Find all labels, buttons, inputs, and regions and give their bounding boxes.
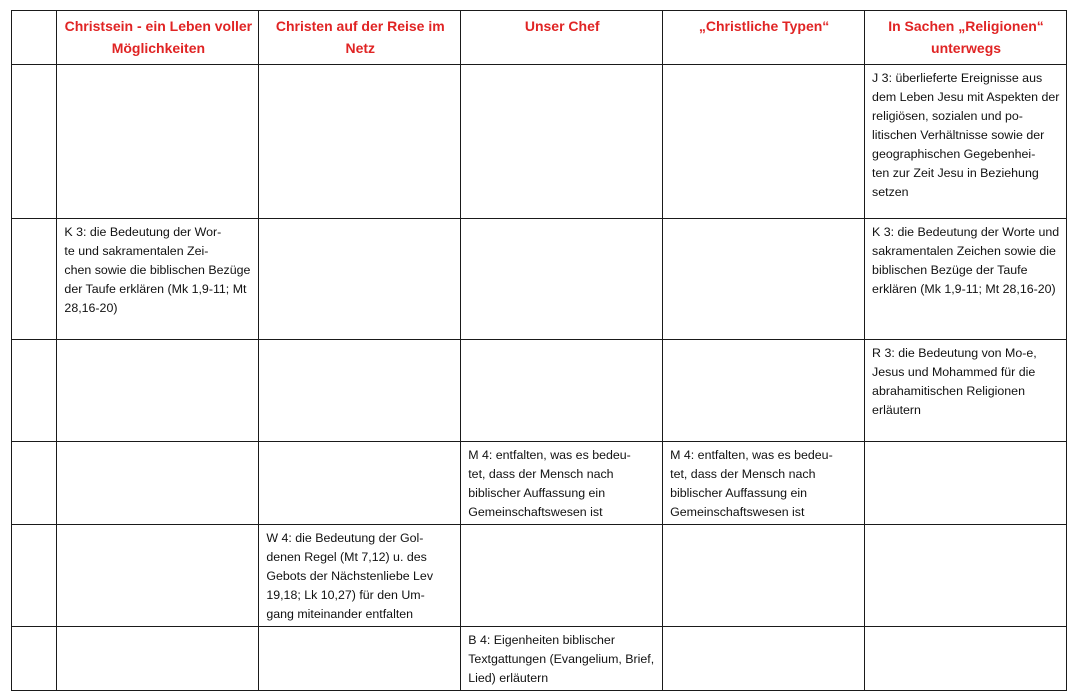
table-cell <box>57 442 259 525</box>
table-cell <box>259 442 461 525</box>
table-cell <box>865 442 1067 525</box>
table-row <box>12 340 1067 442</box>
column-header-christsein: Christsein - ein Leben voller Möglichkeiten <box>57 11 259 65</box>
row-label-cell <box>12 525 57 627</box>
table-cell <box>461 525 663 627</box>
table-cell <box>57 65 259 219</box>
table-cell <box>57 340 259 442</box>
table-cell <box>663 65 865 219</box>
row-label-cell <box>12 442 57 525</box>
table-row <box>12 219 1067 340</box>
table-cell <box>57 627 259 691</box>
column-header-christliche-typen: „Christliche Typen“ <box>663 11 865 65</box>
table-cell <box>259 65 461 219</box>
column-header-religionen: In Sachen „Religionen“ unterwegs <box>865 11 1067 65</box>
table-cell <box>865 627 1067 691</box>
table-cell: J 3: überlieferte Ereignisse aus dem Leben Jesu mit Aspekten der religiösen, sozialen und po- litischen Verhältnisse sowie der geographischen Gegebenhei- ten zur Zeit Jesu in Beziehung setzen <box>865 65 1067 219</box>
column-header-christen-netz: Christen auf der Reise im Netz <box>259 11 461 65</box>
header-empty-cell <box>12 11 57 65</box>
table-cell <box>461 65 663 219</box>
row-label-cell <box>12 219 57 340</box>
table-cell <box>259 219 461 340</box>
table-row <box>12 627 1067 691</box>
table-cell: K 3: die Bedeutung der Wor- te und sakramentalen Zei- chen sowie die biblischen Bezüge der Taufe erklären (Mk 1,9-11; Mt 28,16-20) <box>57 219 259 340</box>
row-label-cell <box>12 627 57 691</box>
row-label-cell <box>12 65 57 219</box>
table-cell <box>57 525 259 627</box>
curriculum-table <box>11 10 1067 691</box>
table-cell: M 4: entfalten, was es bedeu- tet, dass der Mensch nach biblischer Auffassung ein Gemeinschaftswesen ist <box>461 442 663 525</box>
curriculum-table-container <box>11 10 1067 691</box>
table-row <box>12 525 1067 627</box>
header-row <box>12 11 1067 65</box>
table-cell <box>259 627 461 691</box>
column-header-unser-chef: Unser Chef <box>461 11 663 65</box>
table-row <box>12 65 1067 219</box>
row-label-cell <box>12 340 57 442</box>
table-cell: M 4: entfalten, was es bedeu- tet, dass der Mensch nach biblischer Auffassung ein Gemeinschaftswesen ist <box>663 442 865 525</box>
table-cell: B 4: Eigenheiten biblischer Textgattungen (Evangelium, Brief, Lied) erläutern <box>461 627 663 691</box>
table-cell <box>663 627 865 691</box>
table-cell: K 3: die Bedeutung der Worte und sakramentalen Zeichen sowie die biblischen Bezüge der Taufe erklären (Mk 1,9-11; Mt 28,16-20) <box>865 219 1067 340</box>
table-cell <box>259 340 461 442</box>
table-cell <box>461 340 663 442</box>
table-cell <box>663 340 865 442</box>
table-cell: W 4: die Bedeutung der Gol- denen Regel (Mt 7,12) u. des Gebots der Nächstenliebe Lev 19,18; Lk 10,27) für den Um- gang miteinander entfalten <box>259 525 461 627</box>
table-cell <box>461 219 663 340</box>
table-cell <box>865 525 1067 627</box>
table-cell: R 3: die Bedeutung von Mo-e, Jesus und Mohammed für die abrahamitischen Religionen erläutern <box>865 340 1067 442</box>
table-cell <box>663 525 865 627</box>
table-row <box>12 442 1067 525</box>
table-cell <box>663 219 865 340</box>
